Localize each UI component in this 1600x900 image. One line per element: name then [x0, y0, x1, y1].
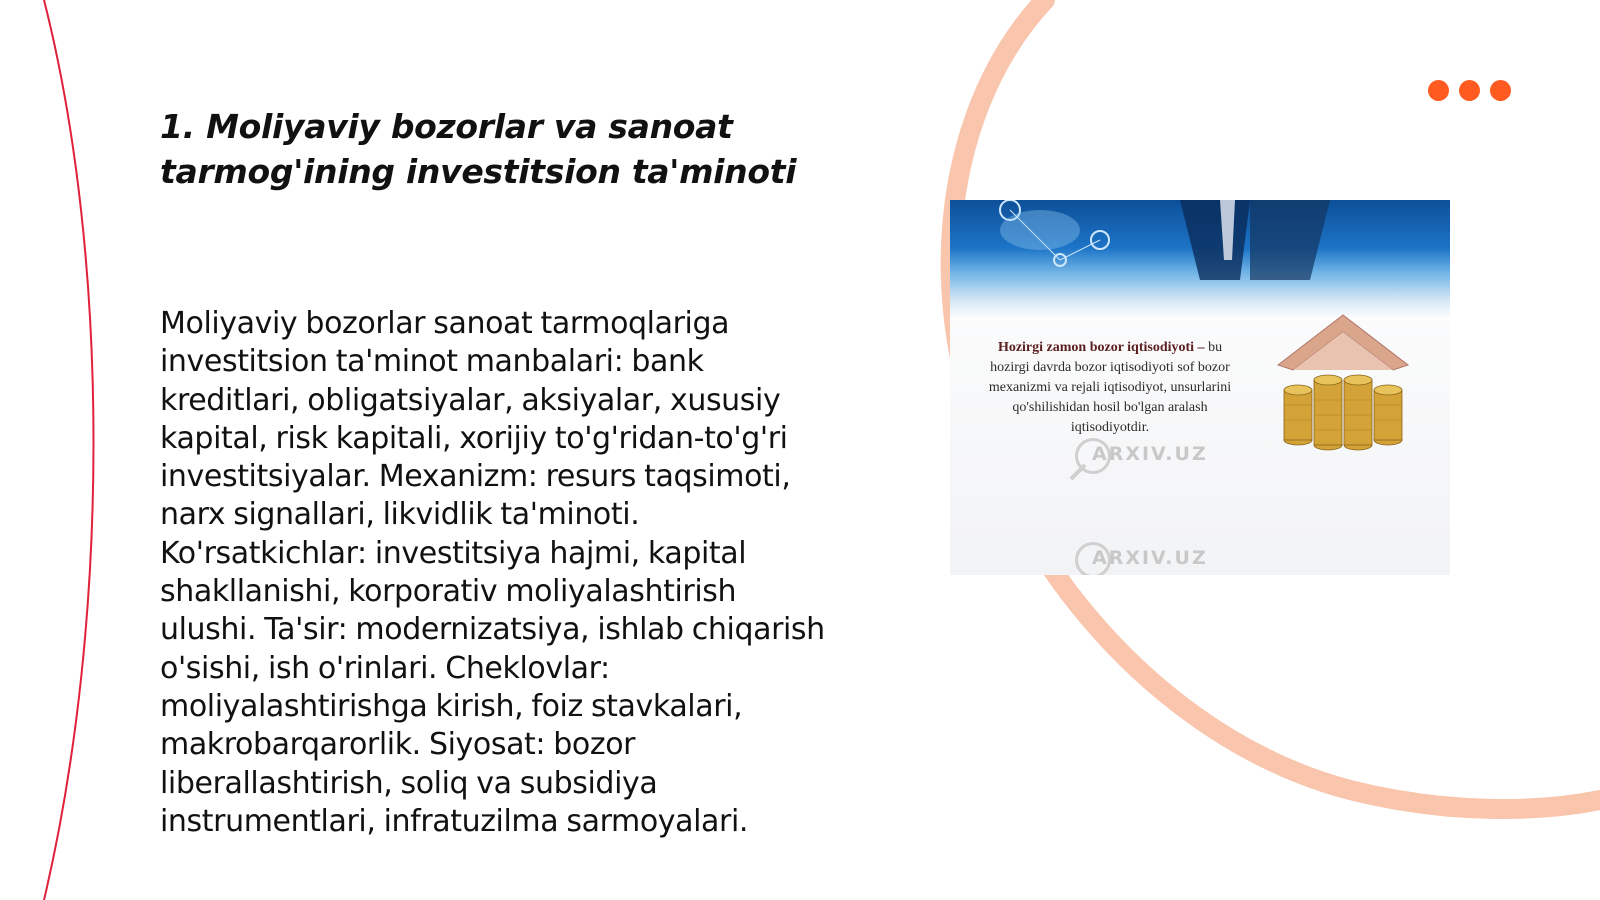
dot-icon: [1490, 80, 1511, 101]
watermark-text: ARXIV.UZ: [1092, 443, 1208, 465]
slide-title: 1. Moliyaviy bozorlar va sanoat tarmog'ining investitsion ta'minoti: [160, 107, 797, 191]
slide-body: Moliyaviy bozorlar sanoat tarmoqlariga investitsion ta'minot manbalari: bank kreditlari, obligatsiyalar, aksiyalar, xususiy kapital, risk kapitali, xorijiy to'g'ridan-to'g'ri investitsiyalar. Mexanizm: resurs taqsimoti, narx signallari, likvidlik ta'minoti. Ko'rsatkichlar: investitsiya hajmi, kapital shakllanishi, korporativ moliyalashtirish ulushi. Ta'sir: modernizatsiya, ishlab chiqarish o'sishi, ish o'rinlari. Cheklovlar: moliyalashtirishga kirish, foiz stavkalari, makrobarqarorlik. Siyosat: bozor liberallashtirish, soliq va subsidiya instrumentlari, infratuzilma sarmoyalari.: [160, 306, 825, 839]
banner-photo: [950, 200, 1450, 320]
dots-menu: [1428, 80, 1512, 102]
dot-icon: [1428, 80, 1449, 101]
coin-house-icon: [1268, 310, 1418, 470]
caption-rest: bu hozirgi davrda bozor iqtisodiyoti sof bozor mexanizmi va rejali iqtisodiyot, unsurlarini qo'shilishidan hosil bo'lgan aralash iqtisodiyotdir.: [988, 340, 1232, 435]
image-caption: [980, 338, 1240, 438]
watermark-text: ARXIV.UZ: [1092, 547, 1208, 569]
left-red-curve: [44, 0, 94, 900]
caption-lead: Hozirgi zamon bozor iqtisodiyoti –: [997, 340, 1205, 355]
dot-icon: [1459, 80, 1480, 101]
illustration-image: [950, 200, 1450, 575]
